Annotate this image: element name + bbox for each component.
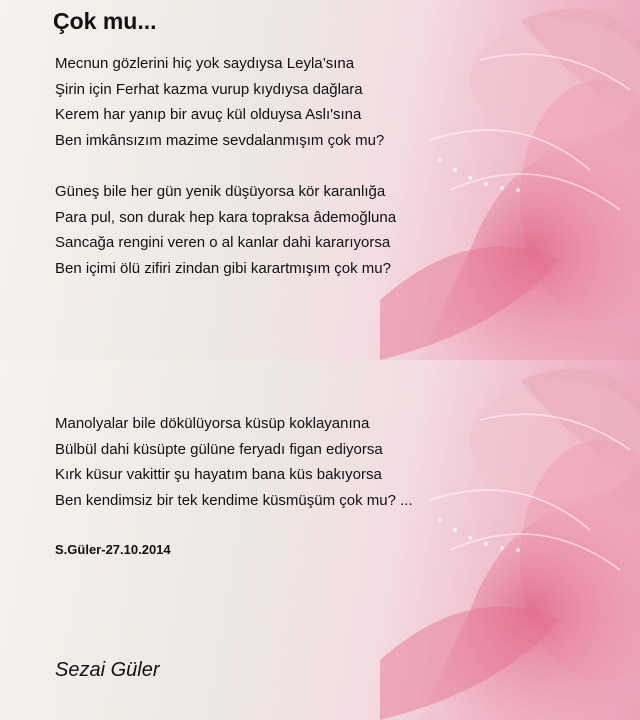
- poem-line: Para pul, son durak hep kara topraksa âdemoğluna: [55, 208, 397, 226]
- poem-line: Mecnun gözlerini hiç yok saydıysa Leyla’sına: [55, 55, 355, 72]
- poem-line: Ben içimi ölü zifiri zindan gibi karartmışım çok mu?: [55, 259, 391, 277]
- poem-line: Bülbül dahi küsüpte gülüne feryadı figan ediyorsa: [55, 440, 383, 458]
- poem-line: Ben kendimsiz bir tek kendime küsmüşüm çok mu? ...: [55, 491, 413, 509]
- poem-line: Kırk küsur vakittir şu hayatım bana küs bakıyorsa: [55, 466, 382, 483]
- poem-stanza: [55, 179, 396, 281]
- poem-stanza: [55, 51, 384, 153]
- poem-line: Şirin için Ferhat kazma vurup kıydıysa dağlara: [55, 80, 363, 98]
- poem-line: Ben imkânsızım mazime sevdalanmışım çok mu?: [55, 131, 385, 149]
- poem-line: Güneş bile her gün yenik düşüyorsa kör karanlığa: [55, 183, 386, 200]
- poem-stanza: [55, 411, 413, 513]
- poem-line: Kerem har yanıp bir avuç kül olduysa Aslı'sına: [55, 106, 362, 123]
- poem-line: Manolyalar bile dökülüyorsa küsüp koklayanına: [55, 415, 370, 432]
- poem-signature-date: S.Güler-27.10.2014: [55, 542, 171, 557]
- author-name: Sezai Güler: [55, 659, 160, 681]
- poem-line: Sancağa rengini veren o al kanlar dahi kararıyorsa: [55, 234, 391, 251]
- poem-title: Çok mu...: [53, 8, 157, 34]
